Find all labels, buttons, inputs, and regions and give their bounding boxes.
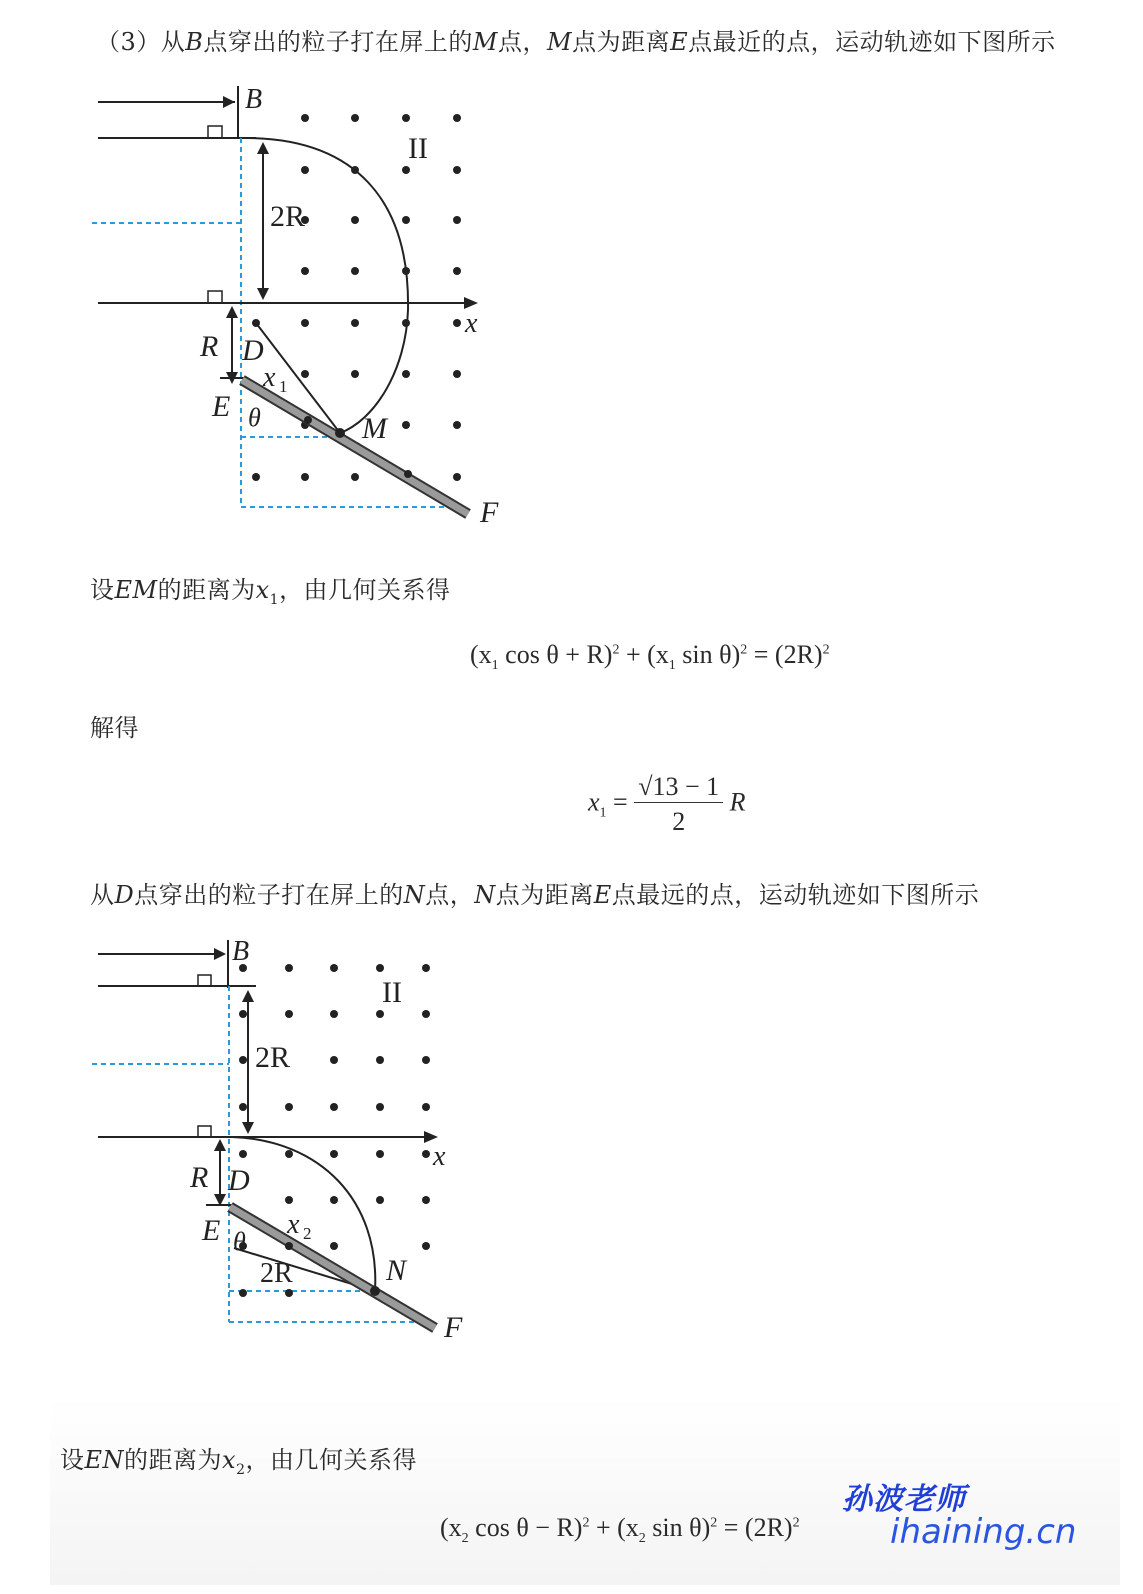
intro-m2: M	[547, 28, 573, 56]
eq2-lhs-sub: 1	[599, 805, 607, 821]
en-distance-paragraph	[60, 1440, 417, 1478]
fig2-label-d: D	[228, 1164, 250, 1197]
eq3-e: = (2R)	[717, 1513, 793, 1542]
fig1-label-ii: II	[408, 132, 428, 165]
para2-mid2: 点，	[425, 881, 475, 909]
para1-var: x	[255, 576, 270, 604]
eq2-numerator: √13 − 1	[634, 772, 723, 803]
fig1-label-theta: θ	[248, 403, 261, 432]
fig1-label-x1-sub: 1	[279, 377, 288, 396]
fig2-label-e: E	[202, 1214, 221, 1247]
eq1-b: cos θ + R)	[498, 640, 613, 669]
equation-1	[470, 640, 830, 674]
para1-em: EM	[114, 576, 158, 604]
eq1-e-sup: 2	[822, 642, 830, 658]
para2-n2: N	[474, 881, 496, 909]
intro-m1: M	[472, 28, 498, 56]
para2-d: D	[114, 881, 135, 909]
intro-mid1: 点穿出的粒子打在屏上的	[203, 28, 473, 56]
para3-tail: ，由几何关系得	[245, 1446, 417, 1474]
fig2-label-x2-sub: 2	[303, 1224, 312, 1243]
fig2-label-f: F	[444, 1311, 463, 1344]
para1-sub: 1	[269, 591, 280, 608]
fig1-label-x: x	[465, 308, 478, 339]
eq1-d-sup: 2	[740, 642, 748, 658]
fig1-label-x1: x	[263, 362, 276, 393]
watermark-brand: 孙波老师	[842, 1482, 966, 1517]
para3-en: EN	[84, 1446, 125, 1474]
fig2-label-theta: θ	[233, 1227, 246, 1256]
fig2-label-ii: II	[382, 976, 402, 1009]
equation-3	[440, 1513, 800, 1547]
fig2-label-n: N	[386, 1254, 407, 1287]
watermark-url: ihaining.cn	[890, 1512, 1077, 1552]
equation-2	[588, 772, 746, 837]
intro-mid3: 点为距离	[572, 28, 671, 56]
para2-mid3: 点为距离	[495, 881, 594, 909]
figure-2-diagram	[90, 930, 490, 1350]
intro-tail: 点最近的点，运动轨迹如下图所示	[688, 28, 1056, 56]
intro-b: B	[185, 28, 204, 56]
eq2-fraction	[634, 772, 723, 837]
intro-prefix: （3）从	[96, 28, 186, 56]
d-point-paragraph	[90, 875, 979, 910]
fig1-label-e: E	[212, 390, 231, 423]
eq2-eq: =	[606, 787, 635, 817]
fig1-label-r: R	[200, 330, 219, 363]
eq1-e: = (2R)	[747, 640, 823, 669]
para2-e: E	[593, 881, 612, 909]
fig1-label-d: D	[242, 334, 264, 367]
eq1-c-sub: 1	[668, 658, 676, 674]
eq1-b-sup: 2	[612, 642, 620, 658]
fig1-label-m: M	[362, 412, 387, 445]
para3-rest: 的距离为	[124, 1446, 223, 1474]
eq1-c: + (x	[619, 640, 669, 669]
eq2-lhs: x	[588, 787, 600, 817]
para3-sub: 2	[236, 1461, 246, 1478]
eq3-b: cos θ − R)	[468, 1513, 583, 1542]
fig2-label-b: B	[232, 936, 250, 967]
intro-paragraph	[96, 22, 1056, 57]
fig1-label-b: B	[245, 84, 263, 115]
eq1-d: sin θ)	[675, 640, 741, 669]
eq3-a-sub: 2	[461, 1531, 469, 1547]
intro-mid2: 点，	[498, 28, 547, 56]
eq1-a: (x	[470, 640, 492, 669]
eq3-d: sin θ)	[645, 1513, 711, 1542]
eq3-c-sub: 2	[638, 1531, 646, 1547]
para2-mid1: 点穿出的粒子打在屏上的	[134, 881, 404, 909]
eq3-e-sup: 2	[792, 1515, 800, 1531]
eq3-a: (x	[440, 1513, 462, 1542]
solve-label: 解得	[90, 714, 139, 742]
para2-n1: N	[403, 881, 426, 909]
eq3-d-sup: 2	[710, 1515, 718, 1531]
fig1-label-f: F	[480, 496, 499, 529]
figure-1-diagram	[90, 80, 520, 540]
eq3-c: + (x	[589, 1513, 639, 1542]
fig2-label-r: R	[190, 1161, 209, 1194]
para2-prefix: 从	[90, 881, 115, 909]
intro-e: E	[670, 28, 689, 56]
fig2-label-x2: x	[287, 1209, 300, 1240]
eq2-denominator: 2	[672, 807, 686, 836]
eq3-b-sup: 2	[582, 1515, 590, 1531]
para2-tail: 点最远的点，运动轨迹如下图所示	[611, 881, 980, 909]
fig2-label-2r-lower: 2R	[260, 1258, 293, 1289]
para3-text: 设	[60, 1446, 85, 1474]
eq1-a-sub: 1	[491, 658, 499, 674]
fig2-label-2r: 2R	[255, 1041, 291, 1074]
para1-tail: ，由几何关系得	[279, 576, 451, 604]
fig2-label-x: x	[433, 1141, 446, 1172]
para1-text: 设	[90, 576, 115, 604]
para1-rest: 的距离为	[157, 576, 256, 604]
para3-var: x	[222, 1446, 237, 1474]
fig1-label-2r: 2R	[270, 200, 306, 233]
em-distance-paragraph	[90, 570, 451, 608]
eq2-rhs: R	[729, 787, 746, 817]
